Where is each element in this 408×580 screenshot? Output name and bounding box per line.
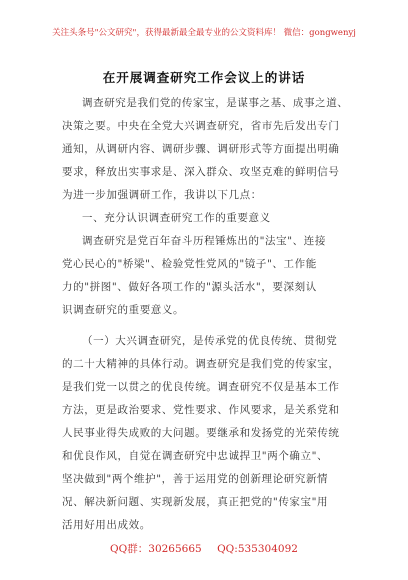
body-line: 方法，更是政治要求、党性要求、作风要求，是关系党和 <box>62 404 340 416</box>
body-line: 要求，释放出实事求是、深入群众、攻坚克难的鲜明信号 <box>62 166 340 178</box>
body-line: 和优良作风，自觉在调查研究中忠诚捍卫"两个确立"、 <box>62 450 329 462</box>
body-line: 调查研究是党百年奋斗历程锤炼出的"法宝"、连接 <box>82 235 326 247</box>
body-line: 的二十大精神的具体行动。调查研究是我们党的传家宝， <box>62 358 340 370</box>
footer-qq-group: QQ群：30265665 <box>110 543 202 555</box>
footer-contact <box>0 541 408 556</box>
footer-qq: QQ:535304092 <box>217 543 298 555</box>
document-title: 在开展调查研究工作会议上的讲话 <box>102 70 306 85</box>
section-heading: 一、充分认识调查研究工作的重要意义 <box>82 212 271 224</box>
body-line: 人民事业得失成败的大问题。要继承和发扬党的光荣传统 <box>62 427 340 439</box>
body-line: 通知，从调研内容、调研步骤、调研形式等方面提出明确 <box>62 143 340 155</box>
body-line: 活用好用出成效。 <box>62 519 151 531</box>
body-line: 为进一步加强调研工作，我讲以下几点： <box>62 189 262 201</box>
body-line: 力的"拼图"、做好各项工作的"源头活水"，要深刻认 <box>62 281 317 293</box>
subsection-line: （一）大兴调查研究，是传承党的优良传统、贯彻党 <box>82 335 338 347</box>
body-line: 识调查研究的重要意义。 <box>62 304 185 316</box>
body-line: 决策之要。中央在全党大兴调查研究，省市先后发出专门 <box>62 120 340 132</box>
body-line: 调查研究是我们党的传家宝，是谋事之基、成事之道、 <box>82 97 349 109</box>
body-line: 是我们党一以贯之的优良传统。调查研究不仅是基本工作 <box>62 381 340 393</box>
body-line: 况、解决新问题、实现新发展，真正把党的"传家宝"用 <box>62 496 329 508</box>
body-line: 党心民心的"桥梁"、检验党性党风的"镜子"、工作能 <box>62 258 317 270</box>
body-line: 坚决做到"两个维护"，善于运用党的创新理论研究新情 <box>62 473 329 485</box>
header-banner: 关注头条号"公文研究"，获得最新最全最专业的公文资料库！ 微信：gongwenyj <box>52 28 356 38</box>
